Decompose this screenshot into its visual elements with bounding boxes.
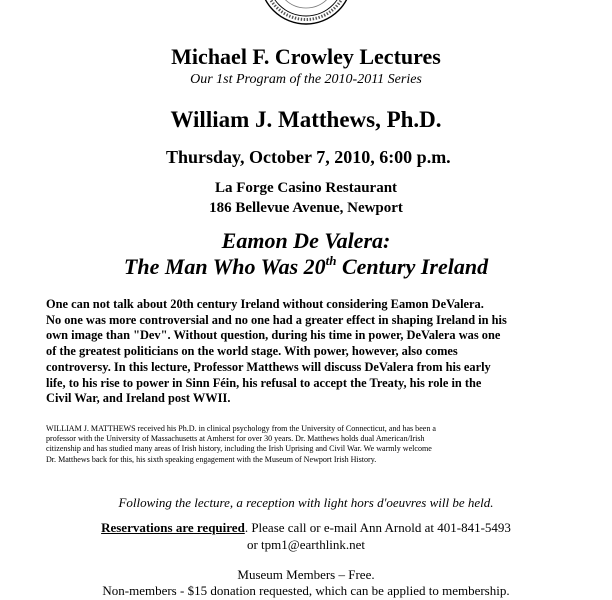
venue-name: La Forge Casino Restaurant bbox=[214, 180, 398, 196]
talk-title-line2 bbox=[0, 253, 612, 284]
speaker-bio bbox=[46, 424, 591, 465]
abstract-line: One can not talk about 20th century Ireland without considering Eamon DeValera. bbox=[46, 297, 484, 311]
abstract-line: No one was more controversial and no one had a greater effect in shaping Ireland in his bbox=[46, 312, 507, 327]
lecture-abstract bbox=[46, 297, 586, 407]
series-subtitle: Our 1st Program of the 2010-2011 Series bbox=[190, 72, 422, 87]
reservations-line bbox=[0, 519, 612, 536]
bio-line: Dr. Matthews back for this, his sixth speaking engagement with the Museum of Newport Irish History. bbox=[46, 454, 377, 464]
bio-line: WILLIAM J. MATTHEWS received his Ph.D. in clinical psychology from the University of Connecticut, and has been a bbox=[46, 424, 436, 433]
talk-title-superscript: th bbox=[325, 253, 337, 268]
venue-address: 186 Bellevue Avenue, Newport bbox=[209, 200, 403, 216]
abstract-line: Civil War, and Ireland post WWII. bbox=[46, 391, 231, 406]
abstract-line: own image than "Dev". Without question, during his time in power, DeValera was one bbox=[46, 328, 501, 343]
talk-title-line1: Eamon De Valera: bbox=[221, 228, 391, 253]
reservations-required: Reservations are required bbox=[101, 520, 245, 535]
bio-line: citizenship and has studied many areas of Irish history, including the Irish Uprising and Civil War. We warmly welcome bbox=[46, 444, 432, 454]
abstract-line: life, to his rise to power in Sinn Féin, his refusal to accept the Treaty, his role in the bbox=[46, 375, 482, 390]
speaker-name: William J. Matthews, Ph.D. bbox=[170, 107, 442, 132]
reception-note: Following the lecture, a reception with light hors d'oeuvres will be held. bbox=[118, 495, 494, 510]
series-title: Michael F. Crowley Lectures bbox=[171, 44, 441, 69]
nonmembers-price: Non-members - $15 donation requested, which can be applied to membership. bbox=[102, 583, 510, 598]
talk-title-part2: Century Ireland bbox=[336, 254, 489, 279]
reservations-contact: . Please call or e-mail Ann Arnold at 401-841-5493 bbox=[244, 520, 511, 535]
bio-line: professor with the University of Massachusetts at Amherst for over 30 years. Dr. Matthews holds dual American/Irish bbox=[46, 434, 425, 444]
museum-seal-icon bbox=[258, 0, 354, 26]
abstract-line: controversy. In this lecture, Professor Matthews will discuss DeValera from his early bbox=[46, 359, 491, 374]
members-price: Museum Members – Free. bbox=[237, 567, 375, 582]
reservations-email: or tpm1@earthlink.net bbox=[246, 537, 366, 552]
talk-title-part1: The Man Who Was 20 bbox=[123, 254, 326, 279]
abstract-line: of the greatest politicians on the world stage. With power, however, also comes bbox=[46, 344, 458, 359]
event-datetime: Thursday, October 7, 2010, 6:00 p.m. bbox=[166, 147, 451, 167]
